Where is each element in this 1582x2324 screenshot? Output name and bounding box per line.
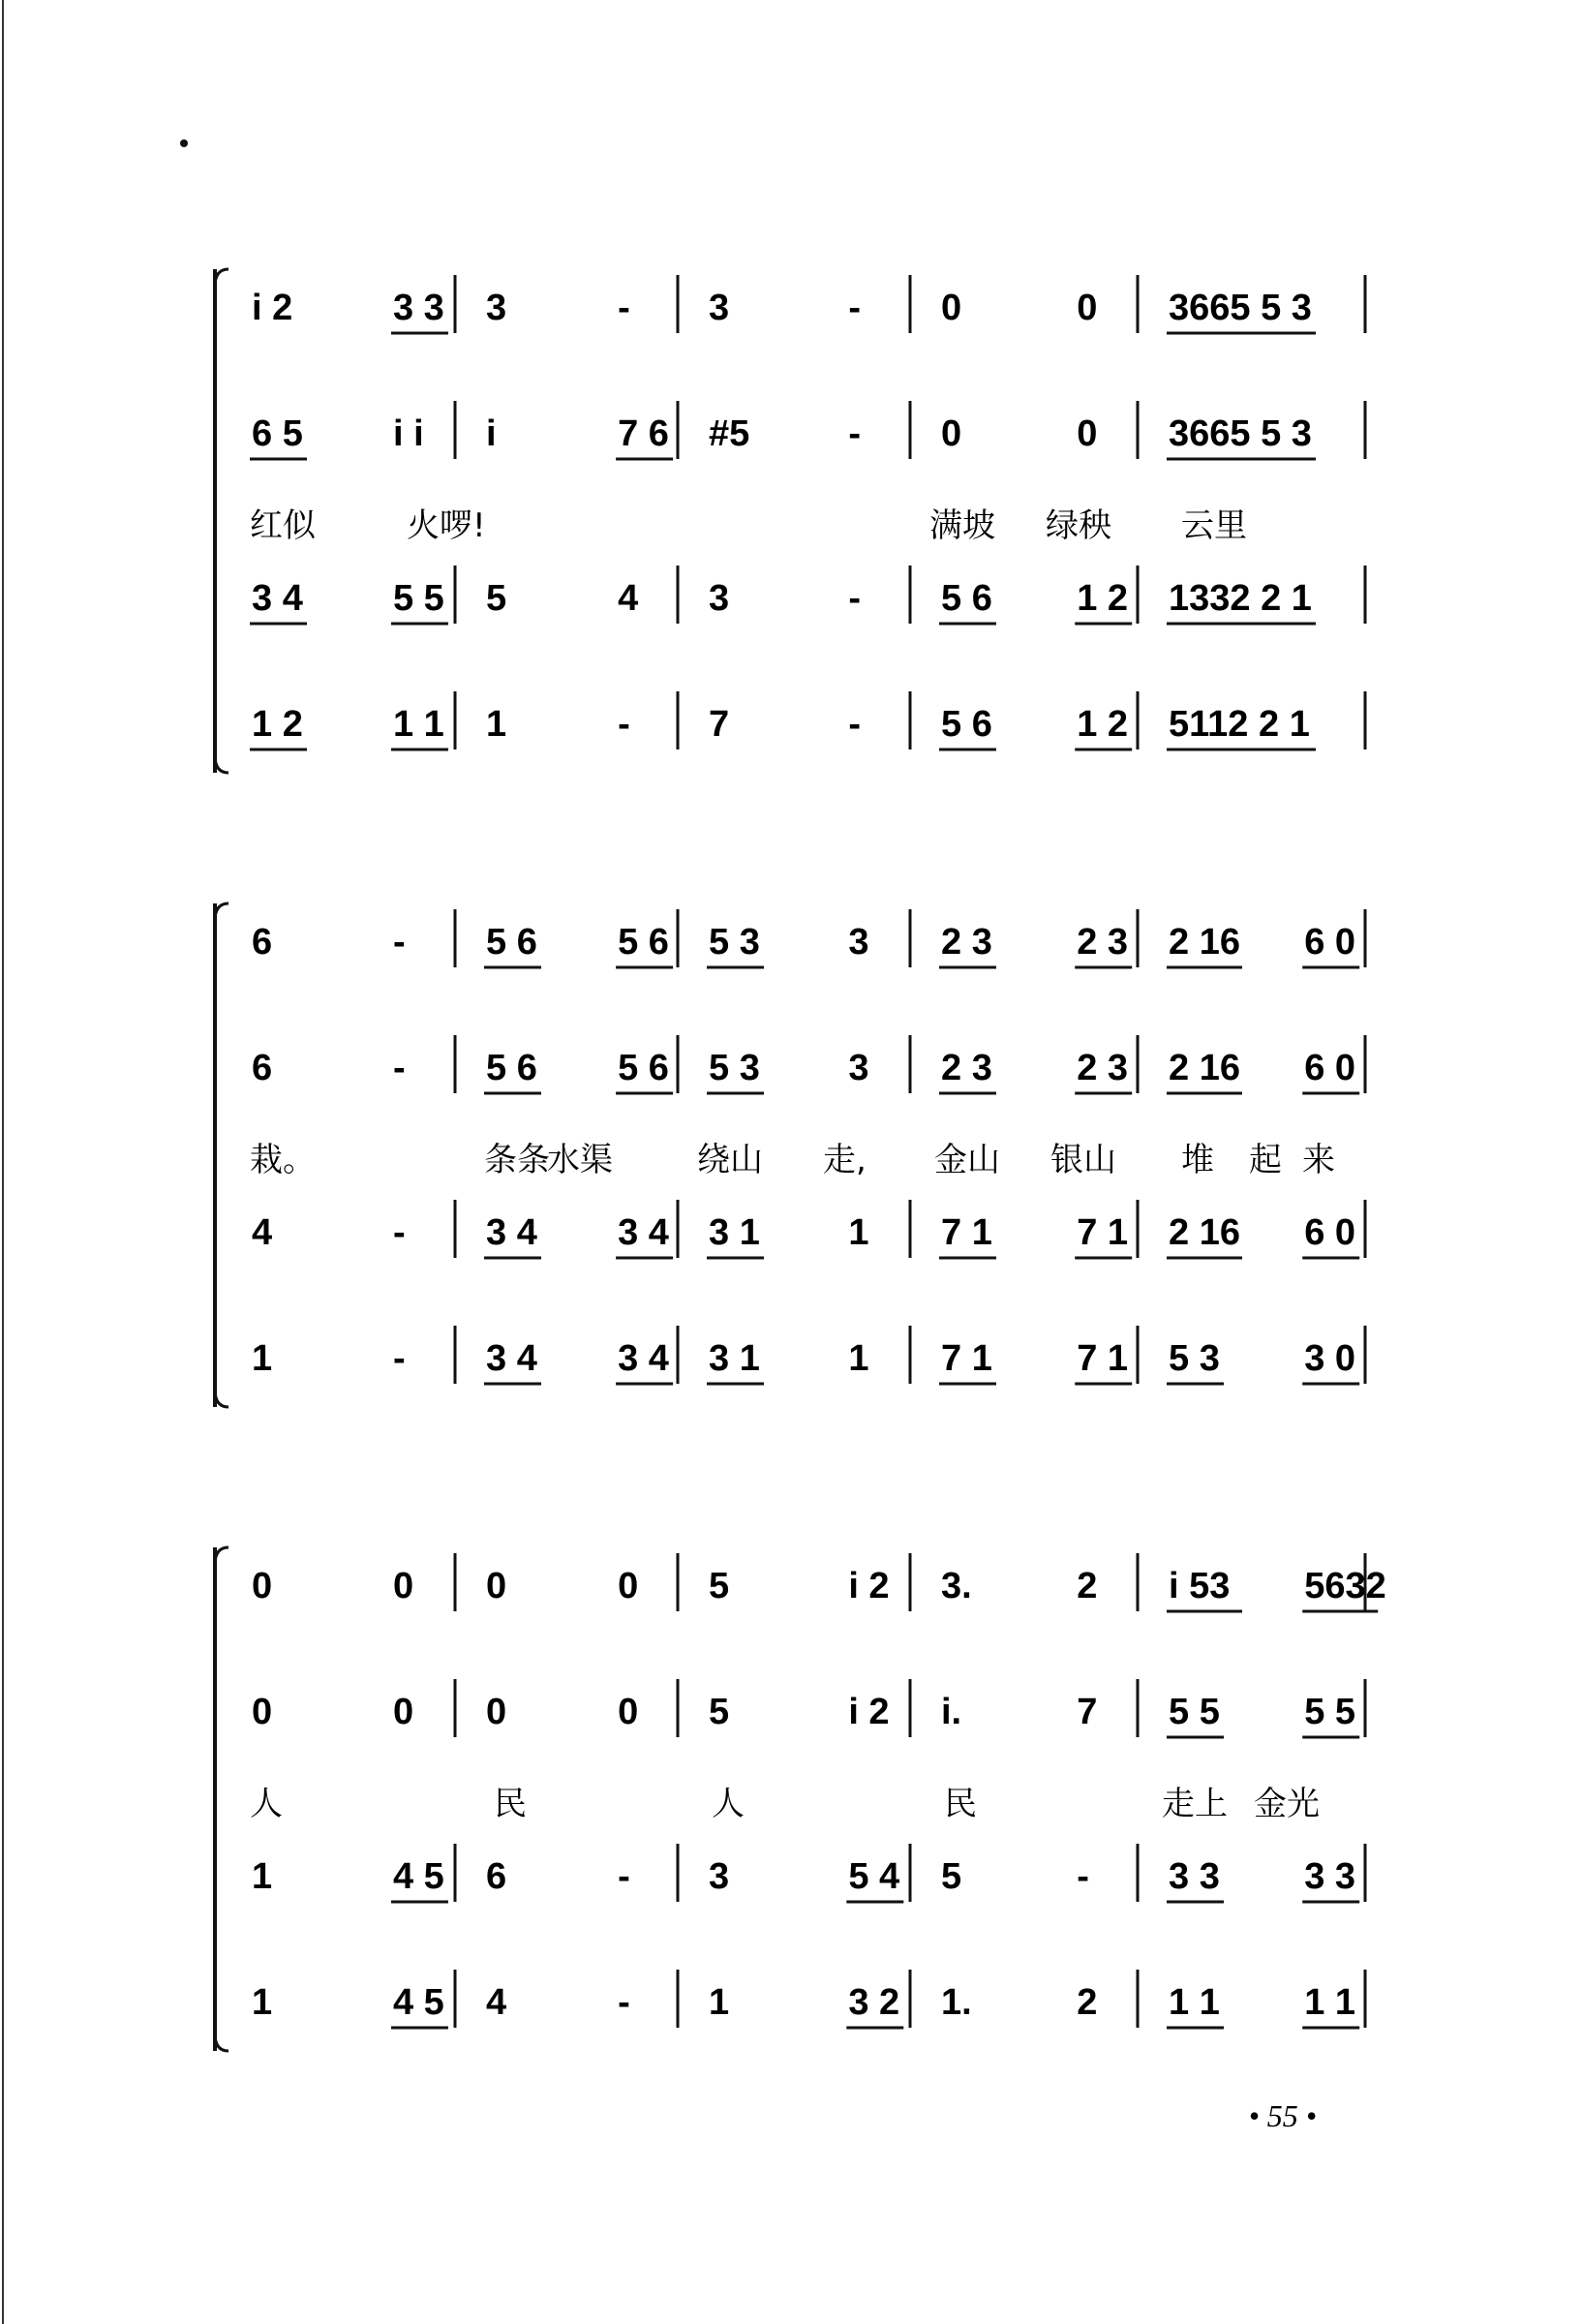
note-group: 5 6 xyxy=(618,922,669,963)
score-system xyxy=(215,1547,1386,2051)
note-group: 0 xyxy=(941,288,962,328)
note-group: 3 xyxy=(709,578,730,619)
measure xyxy=(709,413,861,454)
measure xyxy=(939,922,1132,967)
note-group: 3 2 xyxy=(848,1982,900,2023)
measure xyxy=(709,704,861,745)
measure xyxy=(939,578,1132,624)
lyric-text: 绿秧 xyxy=(1046,506,1111,545)
lyric-text: 绕山 xyxy=(697,1141,763,1179)
note-group: 4 5 xyxy=(392,1856,444,1897)
lyric-text: 金山 xyxy=(934,1141,1000,1179)
note-group: 1 xyxy=(848,1338,869,1379)
note-group: 3 xyxy=(486,288,507,328)
measure xyxy=(941,413,1097,454)
note-group: - xyxy=(618,1982,630,2023)
note-group: i xyxy=(486,413,497,454)
note-group: 3 4 xyxy=(618,1212,669,1253)
measure xyxy=(939,1048,1132,1093)
note-group: 3 3 xyxy=(1304,1856,1356,1897)
note-group: 3 4 xyxy=(486,1212,537,1253)
note-group: 1 xyxy=(709,1982,730,2023)
measure xyxy=(941,288,1097,328)
measure xyxy=(1167,1856,1359,1902)
measure xyxy=(252,1856,448,1902)
measure xyxy=(1167,704,1316,749)
measure xyxy=(1167,922,1359,967)
note-group: 5 xyxy=(709,1566,730,1606)
note-group: - xyxy=(1077,1856,1089,1897)
measure xyxy=(250,578,448,624)
lyric-text: 堆 xyxy=(1181,1141,1214,1179)
note-group: 6 0 xyxy=(1304,1212,1356,1253)
measure xyxy=(709,1692,890,1732)
page-number xyxy=(1249,2098,1317,2133)
system-brace-hooks xyxy=(215,903,228,1407)
lyric-text: 银山 xyxy=(1050,1141,1116,1179)
note-group: 3 3 xyxy=(1169,1856,1220,1897)
note-group: 5 5 xyxy=(1304,1692,1356,1732)
measure xyxy=(486,704,630,745)
note-group: 5 6 xyxy=(486,922,537,963)
measure xyxy=(707,1338,868,1384)
measure xyxy=(486,1856,630,1897)
note-group: - xyxy=(848,578,861,619)
note-group: 5632 xyxy=(1304,1566,1386,1606)
note-group: i 2 xyxy=(252,288,293,328)
note-group: 3 3 xyxy=(392,288,444,328)
measure xyxy=(1167,1338,1359,1384)
note-group: 0 xyxy=(1077,413,1098,454)
lyric-text: 人 xyxy=(250,1785,283,1823)
note-group: 0 xyxy=(486,1566,507,1606)
measure xyxy=(709,578,861,619)
note-group: 1 xyxy=(486,704,507,745)
note-group: 1 xyxy=(848,1212,869,1253)
measure xyxy=(1167,1048,1359,1093)
score-system xyxy=(215,903,1365,1407)
measure xyxy=(1167,1692,1359,1737)
measure xyxy=(1167,288,1316,333)
note-group: 4 5 xyxy=(392,1982,444,2023)
measure xyxy=(252,1048,406,1088)
note-group: 0 xyxy=(252,1692,273,1732)
lyric-text: 走, xyxy=(823,1141,867,1179)
note-group: 5 xyxy=(486,578,507,619)
note-group: 2 16 xyxy=(1169,1048,1240,1088)
lyric-text: 条条 xyxy=(484,1141,550,1179)
note-group: 5 5 xyxy=(392,578,444,619)
note-group: 6 0 xyxy=(1304,1048,1356,1088)
lyric-text: 来 xyxy=(1302,1141,1335,1179)
measure xyxy=(486,578,638,619)
stray-dot xyxy=(180,139,188,147)
note-group: 5 6 xyxy=(486,1048,537,1088)
measure xyxy=(252,922,406,963)
measure xyxy=(707,1212,868,1258)
note-group: 7 1 xyxy=(1077,1338,1129,1379)
note-group: 2 3 xyxy=(1077,922,1129,963)
lyric-text: 水渠 xyxy=(547,1141,613,1179)
measure xyxy=(252,1212,406,1253)
note-group: 0 xyxy=(1077,288,1098,328)
note-group: 7 1 xyxy=(941,1212,992,1253)
note-group: 4 xyxy=(618,578,639,619)
note-group: 2 xyxy=(1077,1566,1098,1606)
note-group: 3 xyxy=(709,288,730,328)
measure xyxy=(1167,578,1316,624)
note-group: 1 xyxy=(252,1982,273,2023)
measure xyxy=(709,288,861,328)
note-group: 1 2 xyxy=(252,704,303,745)
lyric-text: 金光 xyxy=(1254,1785,1320,1823)
note-group: 0 xyxy=(392,1566,414,1606)
note-group: #5 xyxy=(709,413,750,454)
note-group: 2 3 xyxy=(941,1048,992,1088)
note-group: i. xyxy=(941,1692,962,1732)
note-group: - xyxy=(848,288,861,328)
note-group: 3 1 xyxy=(709,1212,760,1253)
note-group: 0 xyxy=(941,413,962,454)
measure xyxy=(484,1212,673,1258)
measure xyxy=(939,1338,1132,1384)
measure xyxy=(709,1566,890,1606)
note-group: 2 xyxy=(1077,1982,1098,2023)
measure xyxy=(709,1856,903,1902)
note-group: - xyxy=(618,1856,630,1897)
note-group: 7 xyxy=(1077,1692,1098,1732)
note-group: 5 3 xyxy=(1169,1338,1220,1379)
score-system xyxy=(215,269,1365,773)
lyric-text: 红似 xyxy=(250,506,316,545)
note-group: 1 1 xyxy=(392,704,444,745)
note-group: - xyxy=(848,704,861,745)
page-number-value: 55 xyxy=(1266,2098,1298,2133)
note-group: 3665 5 3 xyxy=(1169,413,1312,454)
note-group: 0 xyxy=(252,1566,273,1606)
note-group: 6 xyxy=(252,922,273,963)
note-group: 1. xyxy=(941,1982,972,2023)
note-group: 2 3 xyxy=(1077,1048,1129,1088)
measure xyxy=(250,413,424,459)
measure xyxy=(486,1982,630,2023)
lyric-text: 起 xyxy=(1249,1141,1282,1179)
measure xyxy=(252,1982,448,2028)
note-group: 5 xyxy=(941,1856,962,1897)
note-group: 3 1 xyxy=(709,1338,760,1379)
note-group: 5 3 xyxy=(709,922,760,963)
note-group: 6 xyxy=(486,1856,507,1897)
note-group: 0 xyxy=(486,1692,507,1732)
note-group: 2 16 xyxy=(1169,1212,1240,1253)
note-group: 6 0 xyxy=(1304,922,1356,963)
note-group: 7 xyxy=(709,704,730,745)
measure xyxy=(484,1048,673,1093)
lyric-text: 满坡 xyxy=(929,506,995,545)
note-group: 3 0 xyxy=(1304,1338,1356,1379)
note-group: 7 6 xyxy=(618,413,669,454)
note-group: 3 xyxy=(709,1856,730,1897)
note-group: 1 1 xyxy=(1169,1982,1220,2023)
measure xyxy=(252,1566,413,1606)
note-group: 5 6 xyxy=(941,704,992,745)
note-group: i 2 xyxy=(848,1692,890,1732)
measure xyxy=(1167,413,1316,459)
note-group: 1332 2 1 xyxy=(1169,578,1312,619)
note-group: 0 xyxy=(618,1692,639,1732)
measure xyxy=(250,704,448,749)
lyric-text: 栽。 xyxy=(250,1141,316,1179)
measure xyxy=(252,1692,413,1732)
note-group: 1 2 xyxy=(1077,704,1129,745)
note-group: 7 1 xyxy=(941,1338,992,1379)
measure xyxy=(486,288,630,328)
note-group: 3 xyxy=(848,922,869,963)
lyric-text: 人 xyxy=(712,1785,745,1823)
lyric-text: 民 xyxy=(944,1785,977,1823)
measure xyxy=(941,1566,1097,1606)
measure xyxy=(252,1338,406,1379)
note-group: 3 4 xyxy=(618,1338,669,1379)
note-group: i i xyxy=(392,413,424,454)
note-group: 3. xyxy=(941,1566,972,1606)
measure xyxy=(941,1982,1097,2023)
page-number-dot-right: • xyxy=(1297,2098,1317,2133)
measure xyxy=(486,1692,638,1732)
measure xyxy=(486,1566,638,1606)
note-group: - xyxy=(618,704,630,745)
note-group: i 53 xyxy=(1169,1566,1231,1606)
note-group: i 2 xyxy=(848,1566,890,1606)
note-group: - xyxy=(392,1338,406,1379)
note-group: 1 xyxy=(252,1338,273,1379)
note-group: 5 xyxy=(709,1692,730,1732)
note-group: 5112 2 1 xyxy=(1169,704,1310,745)
lyric-text: 走上 xyxy=(1162,1785,1228,1823)
note-group: 0 xyxy=(392,1692,414,1732)
measure xyxy=(486,413,673,459)
measure xyxy=(941,1692,1097,1732)
note-group: 3665 5 3 xyxy=(1169,288,1312,328)
note-group: 1 xyxy=(252,1856,273,1897)
measure xyxy=(939,704,1132,749)
page-number-dot-left: • xyxy=(1248,2098,1267,2133)
note-group: 1 1 xyxy=(1304,1982,1356,2023)
measure xyxy=(941,1856,1089,1897)
measure xyxy=(707,922,868,967)
note-group: 5 6 xyxy=(618,1048,669,1088)
note-group: - xyxy=(392,1212,406,1253)
note-group: 1 2 xyxy=(1077,578,1129,619)
note-group: 5 5 xyxy=(1169,1692,1220,1732)
note-group: 0 xyxy=(618,1566,639,1606)
note-group: 7 1 xyxy=(1077,1212,1129,1253)
note-group: 6 5 xyxy=(252,413,303,454)
note-group: 2 16 xyxy=(1169,922,1240,963)
note-group: - xyxy=(848,413,861,454)
measure xyxy=(252,288,448,333)
lyric-text: 云里 xyxy=(1181,506,1247,545)
note-group: 5 6 xyxy=(941,578,992,619)
system-brace-hooks xyxy=(215,269,228,773)
note-group: 3 xyxy=(848,1048,869,1088)
note-group: 5 3 xyxy=(709,1048,760,1088)
measure xyxy=(709,1982,903,2028)
measure xyxy=(1167,1212,1359,1258)
note-group: 4 xyxy=(486,1982,507,2023)
lyric-text: 火啰! xyxy=(407,506,486,545)
note-group: - xyxy=(392,1048,406,1088)
note-group: 5 4 xyxy=(848,1856,900,1897)
note-group: 3 4 xyxy=(252,578,303,619)
note-group: 3 4 xyxy=(486,1338,537,1379)
system-brace-hooks xyxy=(215,1547,228,2051)
note-group: 2 3 xyxy=(941,922,992,963)
measure xyxy=(484,1338,673,1384)
measure xyxy=(484,922,673,967)
measure xyxy=(707,1048,868,1093)
note-group: 4 xyxy=(252,1212,273,1253)
measure xyxy=(1167,1566,1386,1611)
lyric-text: 民 xyxy=(494,1785,527,1823)
measure xyxy=(1167,1982,1359,2028)
note-group: - xyxy=(618,288,630,328)
note-group: 6 xyxy=(252,1048,273,1088)
measure xyxy=(939,1212,1132,1258)
note-group: - xyxy=(392,922,406,963)
